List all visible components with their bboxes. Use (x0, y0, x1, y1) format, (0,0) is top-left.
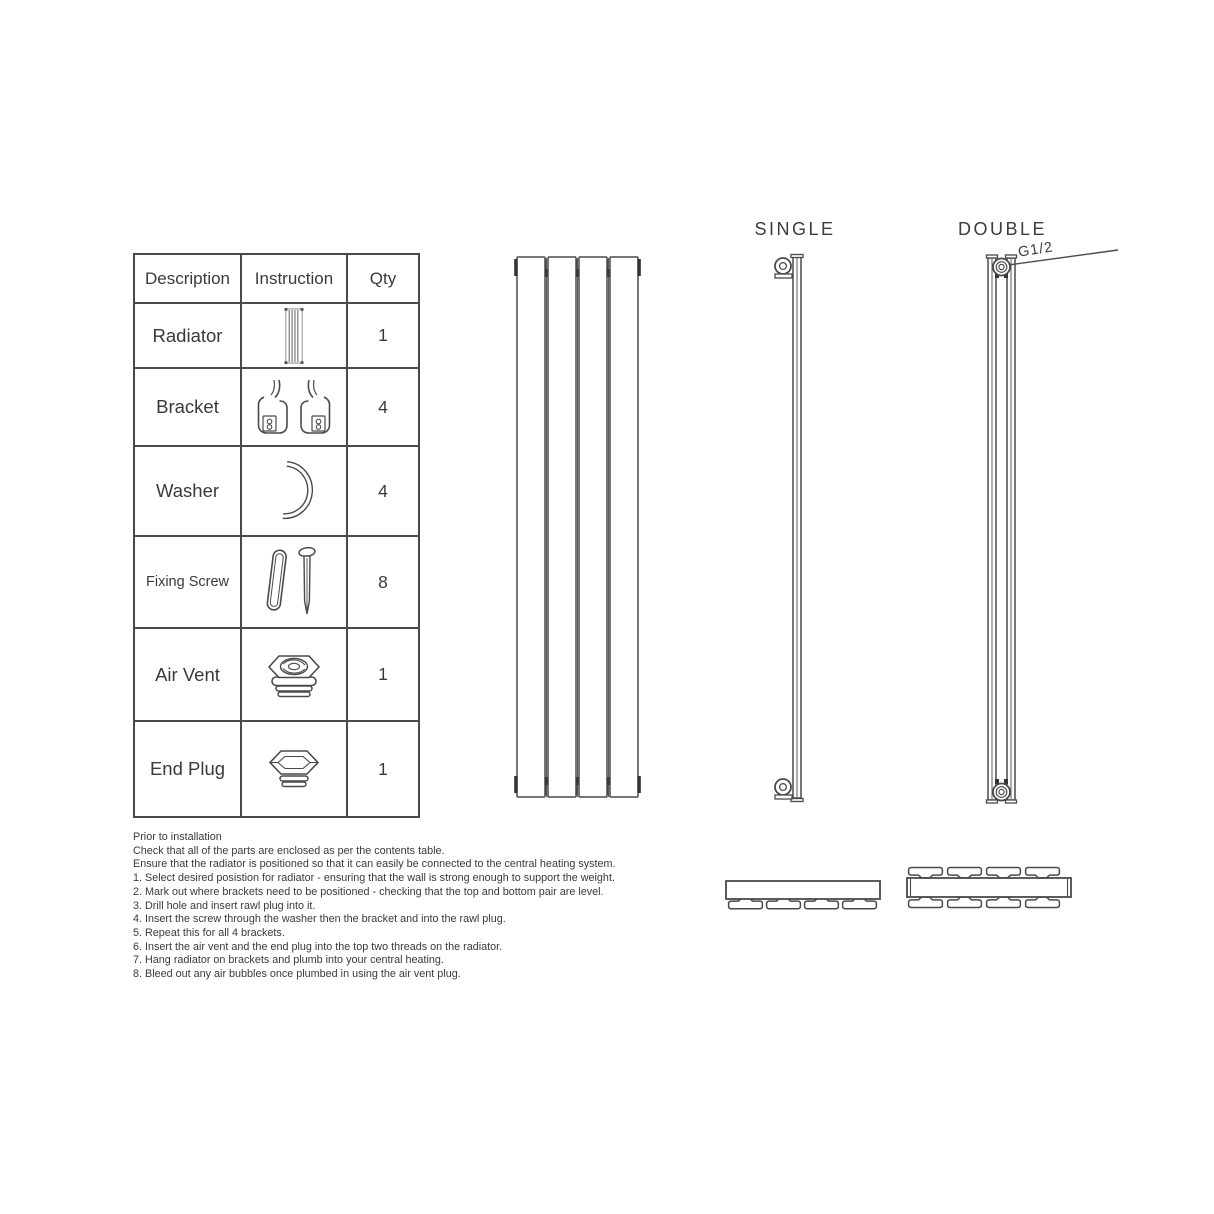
end-plug-label: End Plug (134, 721, 241, 817)
instructions-line: 2. Mark out where brackets need to be positioned - checking that the top and bottom pair are level. (133, 885, 604, 898)
end-plug-qty: 1 (347, 721, 419, 817)
washer-icon (242, 459, 346, 523)
double-view-label: DOUBLE (957, 219, 1048, 239)
double-side-view (975, 248, 1120, 810)
instructions-line: 1. Select desired posistion for radiator - ensuring that the wall is strong enough to support the weight. (133, 872, 615, 885)
air-vent-qty: 1 (347, 628, 419, 721)
instructions-line: Prior to installation (133, 831, 222, 843)
end-plug-icon (242, 747, 346, 792)
instructions-line: Check that all of the parts are enclosed as per the contents table. (133, 844, 445, 857)
parts-table (133, 253, 420, 818)
radiator-icon (242, 306, 346, 366)
header-description: Description (134, 254, 241, 303)
instructions-line: Ensure that the radiator is positioned so that it can easily be connected to the central heating system. (133, 858, 616, 871)
washer-label: Washer (134, 446, 241, 536)
bracket-label: Bracket (134, 368, 241, 446)
radiator-front-view (513, 255, 643, 800)
instructions-line: 8. Bleed out any air bubbles once plumbed in using the air vent plug. (133, 968, 461, 981)
table-row-air-vent (134, 628, 419, 721)
washer-qty: 4 (347, 446, 419, 536)
parts-table-header-row (134, 254, 419, 303)
header-instruction: Instruction (241, 254, 347, 303)
installation-instructions (133, 831, 616, 982)
instructions-line: 6. Insert the air vent and the end plug into the top two threads on the radiator. (133, 940, 503, 953)
bracket-pair-icon (242, 378, 346, 436)
radiator-qty: 1 (347, 303, 419, 368)
air-vent-label: Air Vent (134, 628, 241, 721)
table-row-bracket (134, 368, 419, 446)
air-vent-icon (242, 651, 346, 698)
table-row-end-plug (134, 721, 419, 817)
table-row-radiator (134, 303, 419, 368)
single-view-label: SINGLE (754, 219, 836, 239)
mount-tab-bottom-left (514, 776, 517, 793)
instructions-line: 7. Hang radiator on brackets and plumb into your central heating. (133, 954, 444, 967)
instructions-line: 3. Drill hole and insert rawl plug into it. (133, 899, 316, 912)
rawl-plug-screw-icon (242, 544, 346, 620)
table-row-fixing-screw (134, 536, 419, 628)
radiator-label: Radiator (134, 303, 241, 368)
bracket-qty: 4 (347, 368, 419, 446)
table-row-washer (134, 446, 419, 536)
single-cross-section (722, 877, 887, 911)
instructions-line: 5. Repeat this for all 4 brackets. (133, 926, 285, 939)
mount-tab-bottom-right (637, 776, 640, 793)
thread-size-annotation: G1/2 (1016, 239, 1055, 261)
fixing-screw-qty: 8 (347, 536, 419, 628)
mount-tab-top-left (514, 259, 517, 276)
single-side-view (765, 250, 817, 808)
fixing-screw-label: Fixing Screw (134, 536, 241, 628)
mount-tab-top-right (637, 259, 640, 276)
header-qty: Qty (347, 254, 419, 303)
instructions-line: 4. Insert the screw through the washer then the bracket and into the rawl plug. (133, 913, 506, 926)
double-cross-section (900, 859, 1078, 911)
